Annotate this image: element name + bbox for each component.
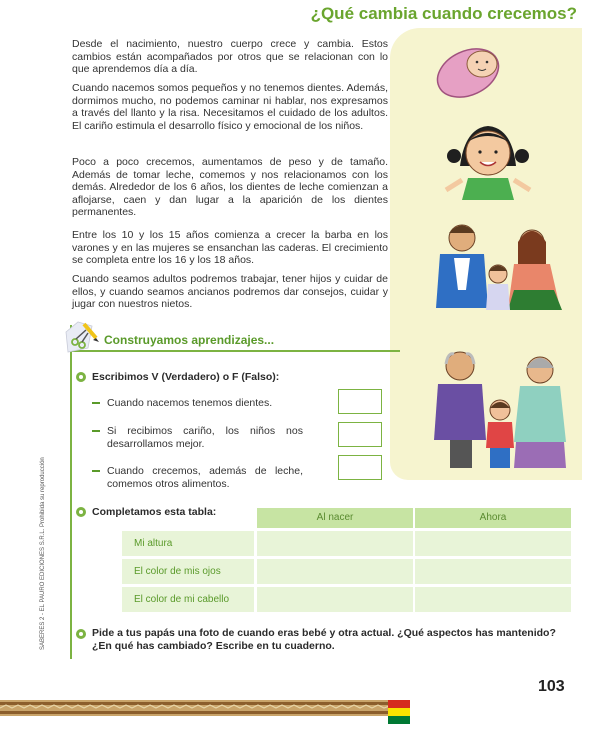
table-header-now: Ahora: [415, 508, 571, 528]
pencil-scissors-icon: [62, 318, 102, 356]
paragraph-2: Cuando nacemos somos pequeños y no tenemos dientes. Además, dormimos mucho, no podemos caminar ni hablar, nos expresamos a través del llanto y la risa. Necesitamos el cuidado de los adultos. El cariño estimula el desarrollo físico y emocional de los niños.: [72, 82, 388, 132]
baby-illustration: [390, 28, 582, 480]
family-figure: [436, 225, 562, 310]
paragraph-5: Cuando seamos adultos podremos trabajar, tener hijos y cuidar de ellos, y cuando seamos ancianos podremos dar consejos, cuidar y jugar con nuestros nietos.: [72, 273, 388, 311]
item-dash: [92, 430, 100, 432]
flower-bullet-icon: [75, 371, 87, 383]
flower-bullet-icon: [75, 506, 87, 518]
table-cell[interactable]: [257, 587, 413, 612]
paragraph-1: Desde el nacimiento, nuestro cuerpo crece y cambia. Estos cambios están acompañados por otros que se relacionan con lo que aprendemos día a día.: [72, 38, 388, 76]
item-dash: [92, 470, 100, 472]
table-cell[interactable]: [415, 587, 571, 612]
tf-item-2: Si recibimos cariño, los niños nos desarrollamos mejor.: [107, 425, 303, 450]
grandparents-figure: [434, 352, 566, 468]
table-row-label: El color de mis ojos: [122, 559, 254, 584]
task1-instruction: Escribimos V (Verdadero) o F (Falso):: [92, 371, 280, 383]
answer-box-1[interactable]: [338, 389, 382, 414]
section-header-underline: [70, 350, 400, 352]
table-row-label: El color de mi cabello: [122, 587, 254, 612]
table-cell[interactable]: [257, 559, 413, 584]
section-vertical-line: [70, 325, 72, 659]
page-number: 103: [538, 678, 565, 695]
table-cell[interactable]: [415, 531, 571, 556]
table-cell[interactable]: [257, 531, 413, 556]
item-dash: [92, 402, 100, 404]
growth-table: [122, 508, 572, 614]
side-credit: SABERES 2 - EL PAURO EDICIONES S.R.L. Prohibida su reproducción: [40, 457, 46, 650]
baby-figure: [430, 40, 507, 107]
page-title: ¿Qué cambia cuando crecemos?: [310, 4, 577, 23]
tf-item-1: Cuando nacemos tenemos dientes.: [107, 397, 273, 409]
answer-box-2[interactable]: [338, 422, 382, 447]
girl-figure: [446, 126, 530, 200]
section-title: Construyamos aprendizajes...: [104, 333, 275, 347]
decorative-bottom-bar: [0, 700, 392, 716]
task3-instruction: Pide a tus papás una foto de cuando eras bebé y otra actual. ¿Qué aspectos has mantenido? ¿En qué has cambiado? Escribe en tu cuaderno.: [92, 627, 556, 652]
flower-bullet-icon: [75, 628, 87, 640]
bolivia-flag-icon: [388, 700, 410, 724]
tf-item-3: Cuando crecemos, además de leche, comemos otros alimentos.: [107, 465, 303, 490]
answer-box-3[interactable]: [338, 455, 382, 480]
table-row-label: Mi altura: [122, 531, 254, 556]
table-cell[interactable]: [415, 559, 571, 584]
paragraph-4: Entre los 10 y los 15 años comienza a crecer la barba en los varones y en las mujeres se ensanchan las caderas. El crecimiento se completa entre los 16 y los 18 años.: [72, 229, 388, 267]
table-header-at-birth: Al nacer: [257, 508, 413, 528]
task2-instruction: Completamos esta tabla:: [92, 506, 217, 518]
paragraph-3: Poco a poco crecemos, aumentamos de peso y de tamaño. Además de tomar leche, comemos y nos relacionamos con los demás. Alrededor de los 6 años, los dientes de leche comienzan a aflojarse, caen y dan lugar a la aparición de los dientes permanentes.: [72, 156, 388, 219]
illustration-panel: [390, 28, 582, 480]
